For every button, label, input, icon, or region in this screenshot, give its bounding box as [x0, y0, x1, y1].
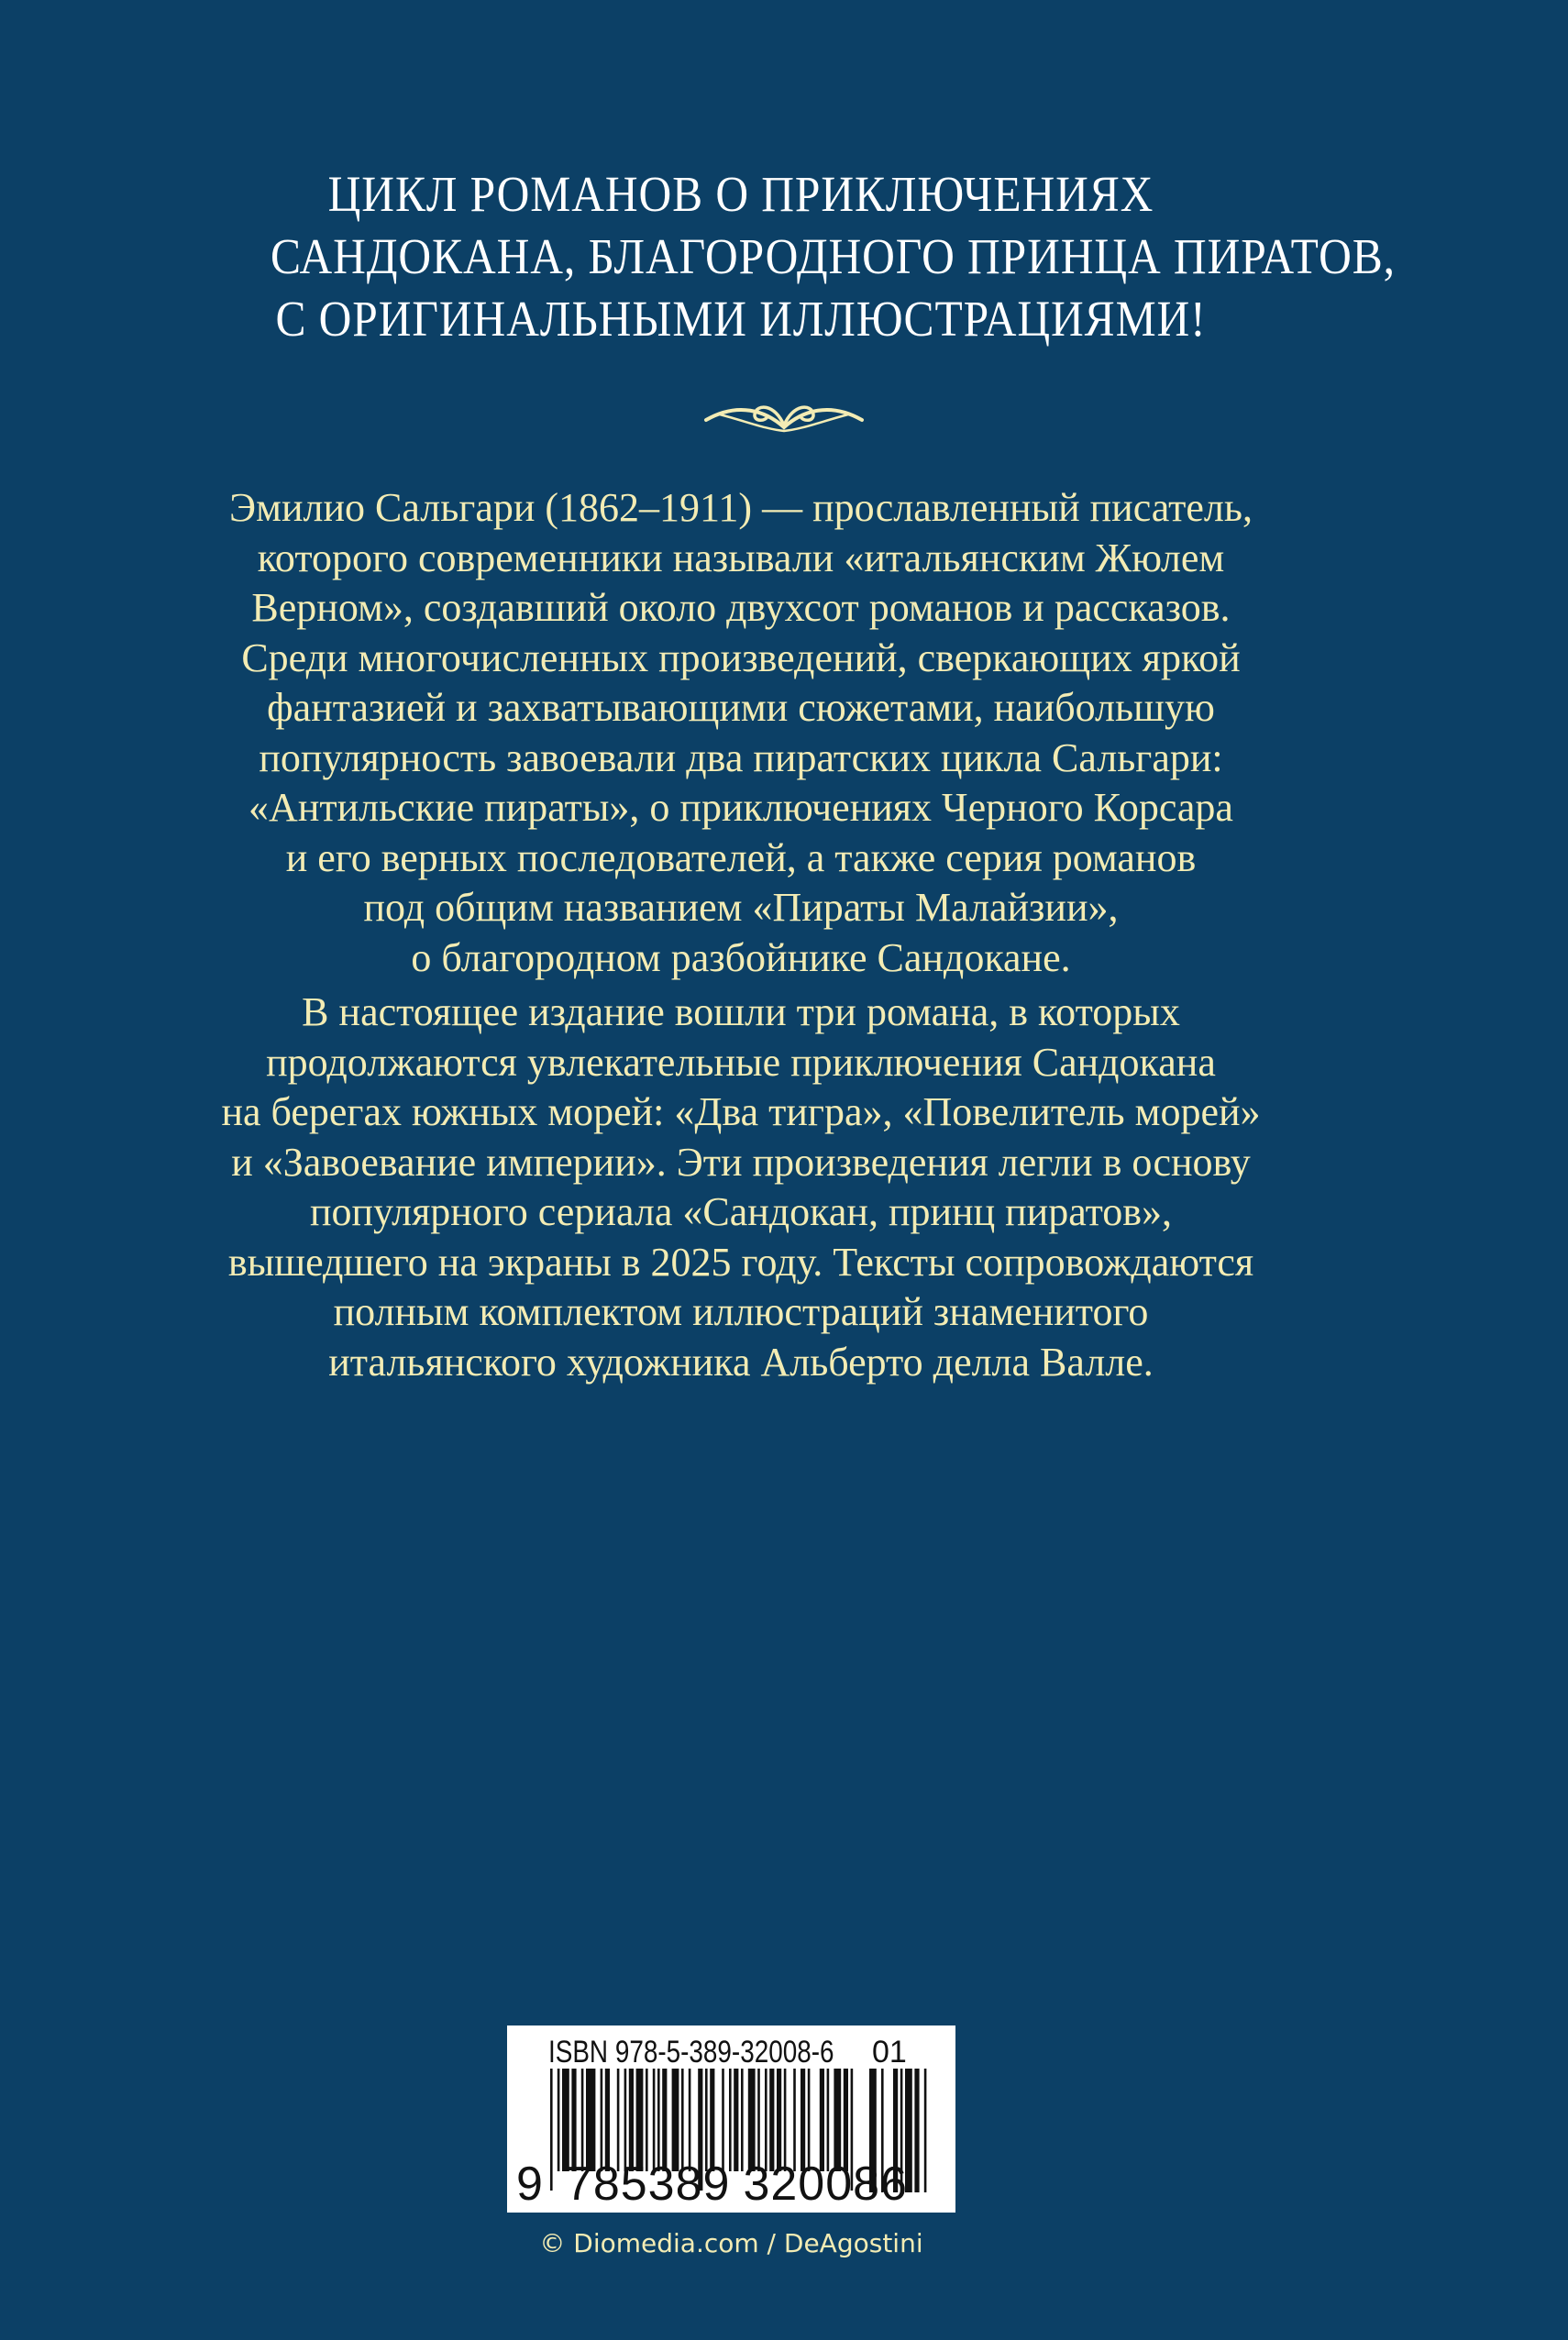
barcode-group-2: 320086 — [743, 2158, 908, 2211]
text-line: Среди многочисленных произведений, сверкающих яркой — [241, 635, 1241, 680]
isbn-barcode — [507, 2025, 955, 2213]
headline-line: ЦИКЛ РОМАНОВ О ПРИКЛЮЧЕНИЯХ — [327, 166, 1154, 222]
isbn-addon: 01 — [872, 2035, 907, 2070]
barcode-first-digit: 9 — [516, 2158, 544, 2211]
text-line: и его верных последователей, а также серия романов — [285, 834, 1197, 880]
text-line: которого современники называли «итальянским Жюлем — [257, 535, 1225, 580]
text-line: популярность завоевали два пиратских цикла Сальгари: — [259, 734, 1223, 780]
isbn-label: ISBN 978-5-389-32008-6 — [548, 2035, 834, 2070]
text-line: полным комплектом иллюстраций знаменитого — [333, 1289, 1149, 1334]
description-paragraph-1 — [218, 483, 1264, 983]
text-line: популярного сериала «Сандокан, принц пиратов», — [309, 1189, 1173, 1234]
text-line: продолжаются увлекательные приключения Сандокана — [266, 1039, 1216, 1085]
text-line: «Антильские пираты», о приключениях Черного Корсара — [248, 785, 1233, 830]
barcode-group-1: 785389 — [565, 2158, 731, 2211]
text-line: под общим названием «Пираты Малайзии», — [363, 885, 1119, 930]
headline-line: С ОРИГИНАЛЬНЫМИ ИЛЛЮСТРАЦИЯМИ! — [275, 291, 1207, 347]
barcode-addon-bar — [914, 2069, 919, 2192]
text-line: В настоящее издание вошли три романа, в которых — [302, 989, 1180, 1034]
text-line: и «Завоевание империи». Эти произведения легли в основу — [231, 1139, 1251, 1185]
ornament-flourish-icon — [701, 394, 867, 436]
text-line: Верном», создавший около двухсот романов и рассказов. — [251, 585, 1231, 630]
barcode-addon-bar — [924, 2069, 927, 2192]
barcode-digits — [516, 2157, 908, 2212]
text-line: на берегах южных морей: «Два тигра», «Повелитель морей» — [221, 1089, 1261, 1134]
photo-credit: © Diomedia.com / DeAgostini — [539, 2228, 923, 2258]
text-line: фантазией и захватывающими сюжетами, наибольшую — [267, 685, 1215, 730]
text-line: Эмилио Сальгари (1862–1911) — прославленный писатель, — [229, 485, 1253, 530]
headline — [218, 163, 1396, 350]
headline-line: САНДОКАНА, БЛАГОРОДНОГО ПРИНЦА ПИРАТОВ, — [271, 228, 1396, 284]
text-line: итальянского художника Альберто делла Валле. — [328, 1339, 1154, 1385]
description-paragraph-2 — [218, 988, 1264, 1387]
text-line: о благородном разбойнике Сандокане. — [411, 934, 1071, 980]
text-line: вышедшего на экраны в 2025 году. Тексты сопровождаются — [227, 1239, 1254, 1285]
